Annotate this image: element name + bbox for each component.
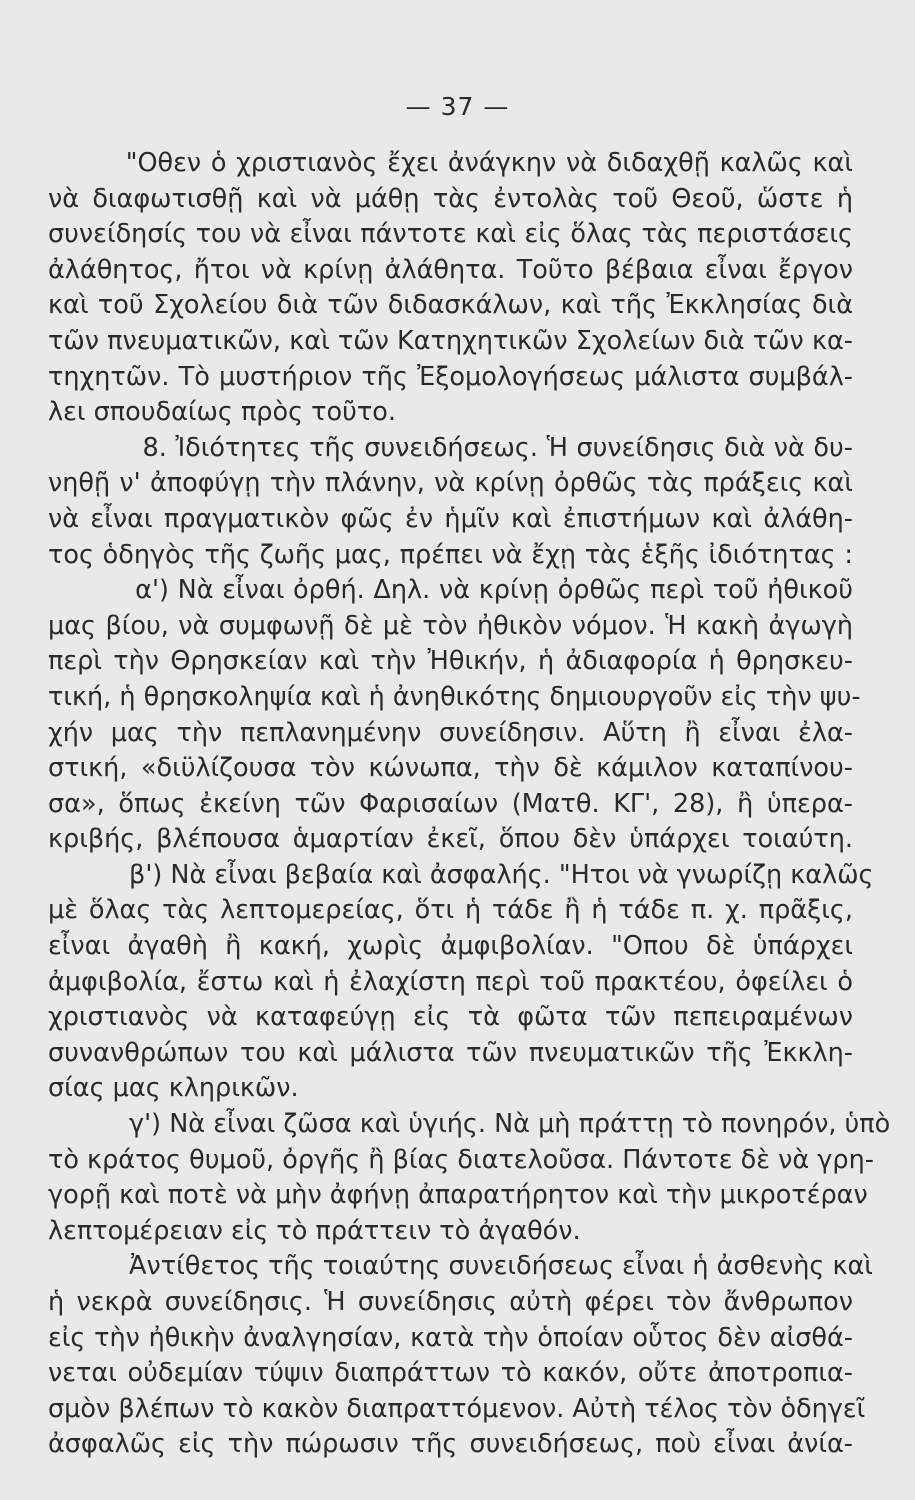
text-line: τὸ κράτος θυμοῦ, ὀργῆς ἢ βίας διατελοῦσα. Πάντοτε δὲ νὰ γρη- bbox=[48, 1144, 874, 1175]
text-line: στική, «διϋλίζουσα τὸν κώνωπα, τὴν δὲ κάμιλον καταπίνου- bbox=[48, 753, 853, 784]
text-line: συνείδησίς του νὰ εἶναι πάντοτε καὶ εἰς ὅλας τὰς περιστάσεις bbox=[48, 219, 853, 250]
text-line: α') Νὰ εἶναι ὀρθή. Δηλ. νὰ κρίνῃ ὀρθῶς περὶ τοῦ ἠθικοῦ bbox=[48, 575, 853, 606]
text-line: εἶναι ἀγαθὴ ἢ κακή, χωρὶς ἀμφιβολίαν. "Οπου δὲ ὑπάρχει bbox=[48, 931, 853, 962]
text-line: ἀσφαλῶς εἰς τὴν πώρωσιν τῆς συνειδήσεως, ποὺ εἶναι ἀνία- bbox=[48, 1429, 853, 1460]
text-line: τος ὁδηγὸς τῆς ζωῆς μας, πρέπει νὰ ἔχῃ τὰς ἑξῆς ἰδιότητας : bbox=[48, 539, 853, 570]
text-line: τῶν πνευματικῶν, καὶ τῶν Κατηχητικῶν Σχολείων διὰ τῶν κα- bbox=[48, 325, 853, 356]
page-number: — 37 — bbox=[405, 92, 510, 121]
text-line: ἀμφιβολία, ἔστω καὶ ἡ ἐλαχίστη περὶ τοῦ πρακτέου, ὀφείλει ὁ bbox=[48, 966, 853, 997]
text-line: συνανθρώπων του καὶ μάλιστα τῶν πνευματικῶν τῆς Ἐκκλη- bbox=[48, 1037, 853, 1068]
text-line: 8. Ἰδιότητες τῆς συνειδήσεως. Ἡ συνείδησις διὰ νὰ δυ- bbox=[48, 432, 853, 463]
text-line: χήν μας τὴν πεπλανημένην συνείδησιν. Αὕτη ἢ εἶναι ἐλα- bbox=[48, 717, 853, 748]
text-line: καὶ τοῦ Σχολείου διὰ τῶν διδασκάλων, καὶ τῆς Ἐκκλησίας διὰ bbox=[48, 290, 853, 321]
text-line: ἡ νεκρὰ συνείδησις. Ἡ συνείδησις αὐτὴ φέρει τὸν ἄνθρωπον bbox=[48, 1287, 853, 1317]
text-line: γορῇ καὶ ποτὲ νὰ μὴν ἀφήνῃ ἀπαρατήρητον καὶ τὴν μικροτέραν bbox=[48, 1180, 868, 1211]
text-line: ἀλάθητος, ἤτοι νὰ κρίνῃ ἀλάθητα. Τοῦτο βέβαια εἶναι ἔργον bbox=[48, 254, 853, 285]
text-line: λει σπουδαίως πρὸς τοῦτο. bbox=[48, 397, 396, 428]
text-line: νὰ εἶναι πραγματικὸν φῶς ἐν ἡμῖν καὶ ἐπιστήμων καὶ ἀλάθη- bbox=[48, 503, 853, 534]
text-line: γ') Νὰ εἶναι ζῶσα καὶ ὑγιής. Νὰ μὴ πράττῃ τὸ πονηρόν, ὑπὸ bbox=[48, 1109, 891, 1140]
text-line: νηθῇ ν' ἀποφύγῃ τὴν πλάνην, νὰ κρίνῃ ὀρθῶς τὰς πράξεις καὶ bbox=[48, 468, 853, 499]
text-line: σμὸν βλέπων τὸ κακὸν διαπραττόμενον. Αὐτὴ τέλος τὸν ὁδηγεῖ bbox=[48, 1393, 866, 1424]
text-line: νεται οὐδεμίαν τύψιν διαπράττων τὸ κακόν, οὔτε ἀποτροπια- bbox=[48, 1358, 853, 1389]
text-line: χριστιανὸς νὰ καταφεύγῃ εἰς τὰ φῶτα τῶν πεπειραμένων bbox=[48, 1002, 853, 1033]
text-line: β') Νὰ εἶναι βεβαία καὶ ἀσφαλής. "Ητοι νὰ γνωρίζῃ καλῶς bbox=[48, 859, 874, 890]
text-line: νὰ διαφωτισθῇ καὶ νὰ μάθῃ τὰς ἐντολὰς τοῦ Θεοῦ, ὥστε ἡ bbox=[48, 183, 853, 214]
text-line: εἰς τὴν ἠθικὴν ἀναλγησίαν, κατὰ τὴν ὁποίαν οὗτος δὲν αἰσθά- bbox=[48, 1322, 853, 1353]
text-line: σίας μας κληρικῶν. bbox=[48, 1073, 299, 1104]
text-line: μὲ ὅλας τὰς λεπτομερείας, ὅτι ἡ τάδε ἢ ἡ τάδε π. χ. πρᾶξις, bbox=[48, 895, 853, 926]
body-text bbox=[48, 146, 891, 1463]
text-line: τική, ἡ θρησκοληψία καὶ ἡ ἀνηθικότης δημιουργοῦν εἰς τὴν ψυ- bbox=[48, 681, 861, 712]
text-line: μας βίου, νὰ συμφωνῇ δὲ μὲ τὸν ἠθικὸν νόμον. Ἡ κακὴ ἀγωγὴ bbox=[48, 610, 853, 641]
text-line: "Οθεν ὁ χριστιανὸς ἔχει ἀνάγκην νὰ διδαχθῇ καλῶς καὶ bbox=[48, 148, 853, 178]
text-line: σα», ὅπως ἐκείνη τῶν Φαρισαίων (Ματθ. ΚΓ', 28), ἢ ὑπερα- bbox=[48, 788, 853, 819]
text-line: λεπτομέρειαν εἰς τὸ πράττειν τὸ ἀγαθόν. bbox=[48, 1215, 581, 1246]
text-line: τηχητῶν. Τὸ μυστήριον τῆς Ἐξομολογήσεως μάλιστα συμβάλ- bbox=[48, 361, 853, 392]
text-line: κριβής, βλέπουσα ἁμαρτίαν ἐκεῖ, ὅπου δὲν ὑπάρχει τοιαύτη. bbox=[48, 824, 853, 855]
text-line: περὶ τὴν Θρησκείαν καὶ τὴν Ἠθικήν, ἡ ἀδιαφορία ἡ θρησκευ- bbox=[48, 646, 853, 677]
text-line: Ἀντίθετος τῆς τοιαύτης συνειδήσεως εἶναι ἡ ἀσθενὴς καὶ bbox=[48, 1251, 873, 1282]
